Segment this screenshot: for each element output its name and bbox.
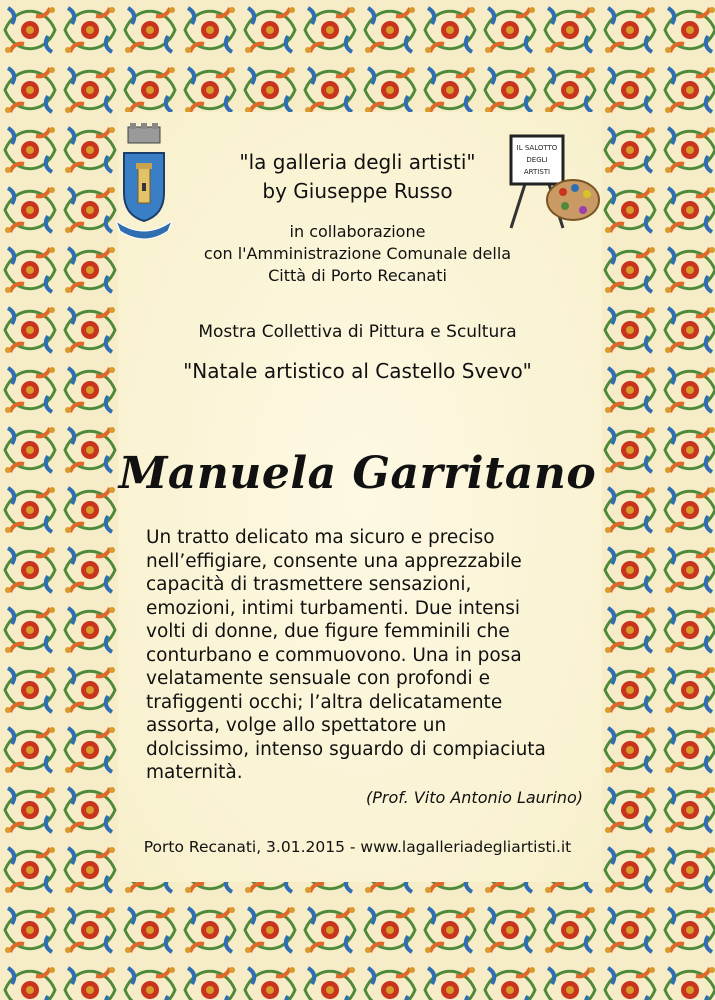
gallery-owner: by Giuseppe Russo — [262, 179, 453, 203]
gallery-name: "la galleria degli artisti" — [239, 150, 476, 174]
svg-text:IL SALOTTO: IL SALOTTO — [516, 144, 558, 152]
exhibition-title: "Natale artistico al Castello Svevo" — [183, 359, 532, 383]
critique-text: Un tratto delicato ma sicuro e preciso nell’effigiare, consente una apprezzabile capacità di trasmettere sensazioni, emozioni, intimi turbamenti. Due intensi volti di donne, due figure femminili che conturbano e commuovono. Una in posa velatamente sensuale con profondi e trafiggenti occhi; l’altra delicatamente assorta, volge allo spettatore un dolcissimo, intenso sguardo di compiaciuta maternità. — [146, 527, 546, 783]
collaboration-line-2: con l'Amministrazione Comunale della — [203, 244, 512, 263]
collaboration-line-3: Città di Porto Recanati — [268, 266, 447, 285]
svg-text:ARTISTI: ARTISTI — [523, 168, 551, 176]
collaboration-line-1: in collaborazione — [289, 222, 426, 241]
coat-of-arms-icon — [116, 123, 172, 243]
critique-author: (Prof. Vito Antonio Laurino) — [366, 788, 583, 807]
footer-place-date-website: Porto Recanati, 3.01.2015 - www.lagalleriadegliartisti.it — [143, 838, 572, 856]
artist-name: Manuela Garritano — [118, 448, 597, 499]
exhibition-type: Mostra Collettiva di Pittura e Scultura — [198, 322, 517, 342]
svg-text:DEGLI: DEGLI — [526, 156, 548, 164]
